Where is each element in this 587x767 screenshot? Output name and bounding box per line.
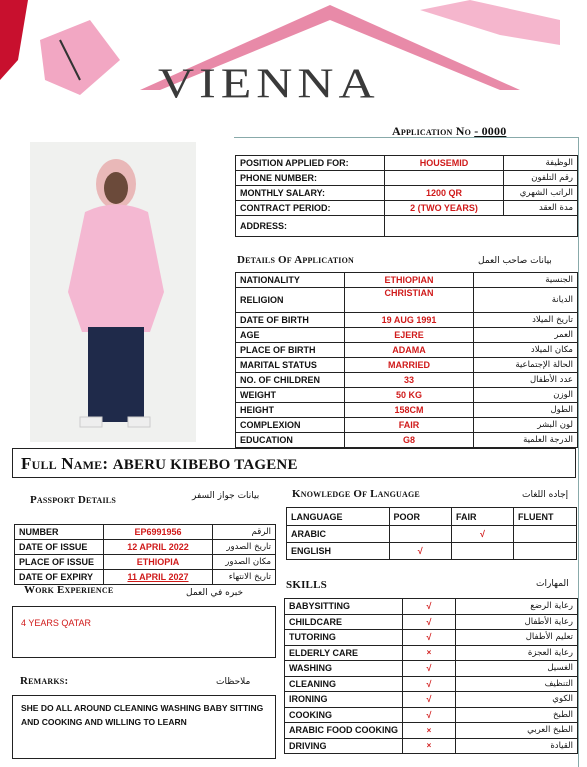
language-header: POOR: [389, 508, 451, 526]
work-value: 4 YEARS QATAR: [21, 618, 92, 628]
job-value: 2 (TWO YEARS): [385, 201, 504, 216]
work-box: [12, 606, 276, 658]
language-poor: √: [389, 543, 451, 560]
skill-mark: √: [403, 707, 456, 723]
passport-label: DATE OF ISSUE: [15, 540, 104, 555]
passport-value: 12 APRIL 2022: [104, 540, 213, 555]
skills-row: [285, 661, 578, 677]
remarks-title-ar: ملاحظات: [216, 677, 251, 687]
skills-table: [284, 598, 578, 754]
skills-row: [285, 645, 578, 661]
details-value: 33: [345, 373, 474, 388]
details-label-ar: الدرجة العلمية: [474, 433, 578, 448]
details-table: [235, 272, 578, 448]
passport-table: [14, 524, 276, 585]
details-label-ar: عدد الأطفال: [474, 373, 578, 388]
job-info-table: [235, 155, 578, 237]
skill-mark: ×: [403, 738, 456, 754]
language-table: [286, 507, 577, 560]
job-label: POSITION APPLIED FOR:: [236, 156, 385, 171]
skills-row: [285, 630, 578, 646]
job-label-ar: مدة العقد: [504, 201, 578, 216]
skill-name: DRIVING: [285, 738, 403, 754]
details-label: MARITAL STATUS: [236, 358, 345, 373]
skill-mark: ×: [403, 723, 456, 739]
details-row: [236, 418, 578, 433]
job-label-ar: الوظيفة: [504, 156, 578, 171]
details-label: COMPLEXION: [236, 418, 345, 433]
work-title-ar: خبره في العمل: [186, 588, 244, 598]
job-row: [236, 171, 578, 186]
language-fair: [451, 543, 513, 560]
details-value: ADAMA: [345, 343, 474, 358]
details-label-ar: مكان الميلاد: [474, 343, 578, 358]
details-value: 50 KG: [345, 388, 474, 403]
details-row: [236, 313, 578, 328]
full-name-label: Full Name:: [21, 454, 109, 473]
work-title: Work Experience: [24, 584, 114, 596]
passport-label-ar: تاريخ الانتهاء: [213, 570, 276, 585]
job-label: PHONE NUMBER:: [236, 171, 385, 186]
skill-label-ar: تعليم الأطفال: [456, 630, 578, 646]
language-header: LANGUAGE: [287, 508, 390, 526]
skill-label-ar: رعاية الرضع: [456, 599, 578, 615]
passport-value: EP6991956: [104, 525, 213, 540]
passport-label-ar: مكان الصدور: [213, 555, 276, 570]
details-row: [236, 388, 578, 403]
details-row: [236, 358, 578, 373]
details-label: HEIGHT: [236, 403, 345, 418]
skill-mark: √: [403, 661, 456, 677]
details-value: 158CM: [345, 403, 474, 418]
details-title: Details Of Application: [237, 254, 355, 266]
details-label: DATE OF BIRTH: [236, 313, 345, 328]
passport-row: [15, 540, 276, 555]
skill-name: BABYSITTING: [285, 599, 403, 615]
skill-label-ar: التنظيف: [456, 676, 578, 692]
job-value: 1200 QR: [385, 186, 504, 201]
details-row: [236, 288, 578, 313]
skill-mark: √: [403, 599, 456, 615]
details-row: [236, 373, 578, 388]
details-label-ar: العمر: [474, 328, 578, 343]
details-label: RELIGION: [236, 288, 345, 313]
language-title-ar: إجاده اللغات: [522, 490, 569, 500]
skill-label-ar: الكوي: [456, 692, 578, 708]
job-value: HOUSEMID: [385, 156, 504, 171]
full-name-value: ABERU KIBEBO TAGENE: [112, 457, 298, 473]
language-fair: √: [451, 526, 513, 543]
application-label: Application No: [392, 124, 471, 138]
details-value: G8: [345, 433, 474, 448]
passport-label-ar: الرقم: [213, 525, 276, 540]
skill-label-ar: القيادة: [456, 738, 578, 754]
job-label-ar: الراتب الشهري: [504, 186, 578, 201]
skills-row: [285, 676, 578, 692]
remarks-box: [12, 695, 276, 759]
skill-name: ELDERLY CARE: [285, 645, 403, 661]
details-label-ar: الديانة: [474, 288, 578, 313]
details-label: PLACE OF BIRTH: [236, 343, 345, 358]
details-value: MARRIED: [345, 358, 474, 373]
details-value: CHRISTIAN: [345, 288, 474, 313]
details-value: 19 AUG 1991: [345, 313, 474, 328]
details-row: [236, 343, 578, 358]
skill-name: WASHING: [285, 661, 403, 677]
details-label-ar: الجنسية: [474, 273, 578, 288]
details-title-ar: بيانات صاحب العمل: [478, 256, 552, 266]
passport-row: [15, 555, 276, 570]
passport-label-ar: تاريخ الصدور: [213, 540, 276, 555]
details-row: [236, 273, 578, 288]
details-value: EJERE: [345, 328, 474, 343]
skills-row: [285, 599, 578, 615]
remarks-title: Remarks:: [20, 675, 69, 687]
language-row: [287, 543, 577, 560]
job-row: [236, 156, 578, 171]
skill-mark: ×: [403, 645, 456, 661]
page-frame-right-line: [578, 137, 579, 767]
skills-row: [285, 692, 578, 708]
details-label-ar: الوزن: [474, 388, 578, 403]
skills-row: [285, 738, 578, 754]
applicant-photo: [30, 142, 196, 442]
skill-mark: √: [403, 614, 456, 630]
passport-label: NUMBER: [15, 525, 104, 540]
details-row: [236, 328, 578, 343]
skills-row: [285, 614, 578, 630]
language-row: [287, 526, 577, 543]
address-value: [385, 216, 578, 237]
skill-name: CLEANING: [285, 676, 403, 692]
logo-text: VIENNA: [158, 59, 380, 107]
skills-title: SKILLS: [286, 579, 327, 591]
skill-label-ar: الطبخ: [456, 707, 578, 723]
details-label: NO. OF CHILDREN: [236, 373, 345, 388]
skill-name: COOKING: [285, 707, 403, 723]
page-frame-top-line: [234, 137, 579, 138]
skill-mark: √: [403, 676, 456, 692]
skill-name: ARABIC FOOD COOKING: [285, 723, 403, 739]
job-label: MONTHLY SALARY:: [236, 186, 385, 201]
skill-label-ar: الطبخ العربي: [456, 723, 578, 739]
language-header: FLUENT: [514, 508, 577, 526]
skill-label-ar: رعاية العجزة: [456, 645, 578, 661]
details-value: FAIR: [345, 418, 474, 433]
job-row: [236, 201, 578, 216]
details-label-ar: الحالة الإجتماعية: [474, 358, 578, 373]
skills-row: [285, 723, 578, 739]
details-label: EDUCATION: [236, 433, 345, 448]
skills-row: [285, 707, 578, 723]
remarks-value: SHE DO ALL AROUND CLEANING WASHING BABY SITTING AND COOKING AND WILLING TO LEARN: [21, 703, 264, 727]
passport-label: DATE OF EXPIRY: [15, 570, 104, 585]
language-fluent: [514, 543, 577, 560]
skill-name: TUTORING: [285, 630, 403, 646]
language-fluent: [514, 526, 577, 543]
passport-title-ar: بيانات جواز السفر: [192, 491, 260, 501]
skill-mark: √: [403, 692, 456, 708]
passport-label: PLACE OF ISSUE: [15, 555, 104, 570]
language-title: Knowledge Of Language: [292, 488, 420, 500]
full-name-box: [12, 448, 576, 478]
language-name: ARABIC: [287, 526, 390, 543]
job-row: [236, 186, 578, 201]
skill-label-ar: رعاية الأطفال: [456, 614, 578, 630]
skill-name: IRONING: [285, 692, 403, 708]
details-label-ar: تاريخ الميلاد: [474, 313, 578, 328]
skill-label-ar: الغسيل: [456, 661, 578, 677]
language-poor: [389, 526, 451, 543]
details-label: NATIONALITY: [236, 273, 345, 288]
address-row: [236, 216, 578, 237]
passport-value: 11 APRIL 2027: [104, 570, 213, 585]
language-header-row: [287, 508, 577, 526]
job-label-ar: رقم التلفون: [504, 171, 578, 186]
passport-row: [15, 570, 276, 585]
details-value: ETHIOPIAN: [345, 273, 474, 288]
address-label: ADDRESS:: [236, 216, 385, 237]
job-value: [385, 171, 504, 186]
skill-mark: √: [403, 630, 456, 646]
job-label: CONTRACT PERIOD:: [236, 201, 385, 216]
passport-title: Passport Details: [30, 494, 116, 506]
details-label-ar: الطول: [474, 403, 578, 418]
passport-row: [15, 525, 276, 540]
skill-name: CHILDCARE: [285, 614, 403, 630]
details-label-ar: لون البشر: [474, 418, 578, 433]
details-row: [236, 433, 578, 448]
passport-value: ETHIOPIA: [104, 555, 213, 570]
language-header: FAIR: [451, 508, 513, 526]
details-label: AGE: [236, 328, 345, 343]
details-label: WEIGHT: [236, 388, 345, 403]
application-value: - 0000: [474, 124, 507, 138]
language-name: ENGLISH: [287, 543, 390, 560]
skills-title-ar: المهارات: [536, 579, 569, 589]
details-row: [236, 403, 578, 418]
